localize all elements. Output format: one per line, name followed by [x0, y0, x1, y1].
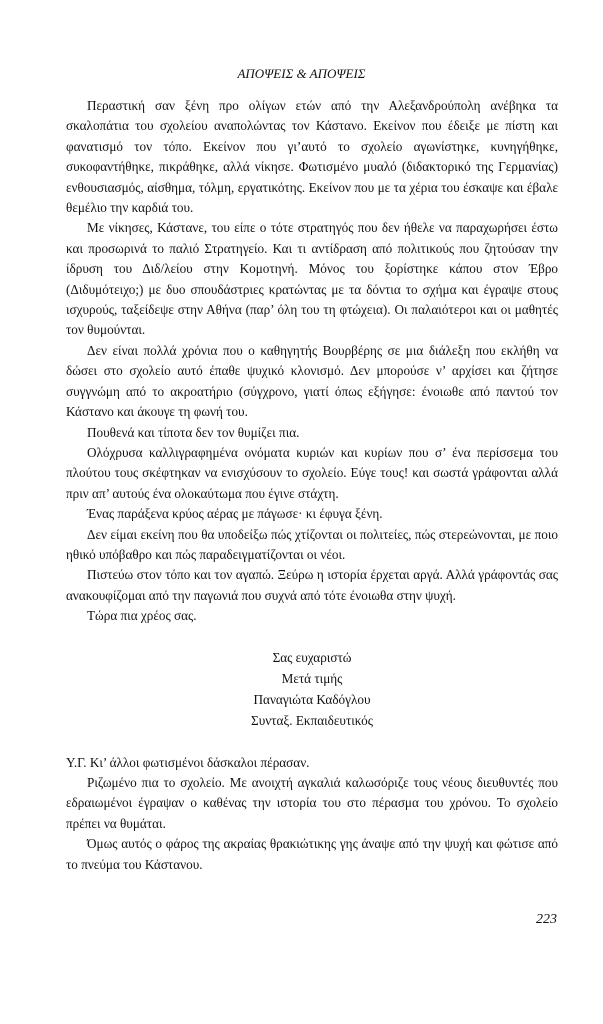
page-number: 223 [536, 912, 557, 927]
paragraph: Τώρα πια χρέος σας. [87, 608, 197, 624]
paragraph: Πουθενά και τίποτα δεν τον θυμίζει πια. [87, 424, 300, 440]
paragraph: Δεν είμαι εκείνη που θα υποδείξω πώς χτίζονται οι πολιτείες, πώς στερεώνονται, με ποιο ηθικό υπόβαθρο και πώς παραδειγματίζονται οι νέοι. [66, 526, 558, 562]
closing-regards: Μετά τιμής [281, 670, 343, 686]
running-header: ΑΠΟΨΕΙΣ & ΑΠΟΨΕΙΣ [237, 66, 366, 81]
letter-body [66, 96, 558, 875]
paragraph: Δεν είναι πολλά χρόνια που ο καθηγητής Βουρβέρης σε μια διάλεξη που εκλήθη να δώσει στο σχολείο αυτό έπαθε ψυχικό κλονισμό. Δεν μπορούσε ν’ αρχίσει και ζήτησε συγγνώμη από το ακροατήριο (σύγχρονο, γιατί όπως εξήγησε: ένοιωθε από παντού τον Κάστανο και άκουγε τη φωνή του. [66, 342, 558, 420]
postscript-paragraph: Ριζωμένο πια το σχολείο. Με ανοιχτή αγκαλιά καλωσόριζε τους νέους διευθυντές που εδραιωμένοι έγραψαν ο καθένας την ιστορία του στο πέρασμα του χρόνου. Το σχολείο πρέπει να θυμάται. [66, 774, 558, 831]
paragraph: Πιστεύω στον τόπο και τον αγαπώ. Ξεύρω η ιστορία έρχεται αργά. Αλλά γράφοντάς σας ανακουφίζομαι από την παγωνιά που συχνά από τότε ένοιωθα στην ψυχή. [66, 567, 558, 603]
closing-thanks: Σας ευχαριστώ [272, 649, 352, 665]
postscript-paragraph: Όμως αυτός ο φάρος της ακραίας θρακιώτικης γης άναψε από την ψυχή και φώτισε από το πνεύμα του Κάστανου. [66, 836, 558, 872]
paragraph: Ένας παράξενα κρύος αέρας με πάγωσε· κι έφυγα ξένη. [87, 506, 383, 522]
author-name: Παναγιώτα Καδόγλου [253, 691, 371, 707]
author-title: Συνταξ. Εκπαιδευτικός [251, 712, 373, 728]
paragraph: Περαστική σαν ξένη προ ολίγων ετών από την Αλεξανδρούπολη ανέβηκα τα σκαλοπάτια του σχολείου αναπολώντας τον Κάστανο. Εκείνον που έδειξε με πίστη και φανατισμό τον τόπο. Εκείνον που γι’αυτό το σχολείο αγωνίστηκε, κυνηγήθηκε, συκοφαντήθηκε, πικράθηκε, αλλά νίκησε. Φωτισμένο μυαλό (διδακτορικό της Γερμανίας) ενθουσιασμός, αίσθημα, τόλμη, εργατικότης. Εκείνον που με τα χέρια του έσκαψε και έβαλε θεμέλιο την καρδιά του. [66, 98, 558, 216]
postscript-line: Υ.Γ. Κι’ άλλοι φωτισμένοι δάσκαλοι πέρασαν. [66, 754, 310, 770]
paragraph: Ολόχρυσα καλλιγραφημένα ονόματα κυριών και κυρίων που σ’ ένα περίσσεμα του πλούτου τους σκέφτηκαν να ενισχύσουν το σχολείο. Εύγε τους! και σωστά γράφονται αλλά πριν απ’ αυτούς ένα ολοκαύτωμα που έγινε στάχτη. [66, 444, 558, 501]
signature-block [66, 647, 558, 731]
paragraph: Με νίκησες, Κάστανε, του είπε ο τότε στρατηγός που δεν ήθελε να παραχωρήσει έστω και προσωρινά το παλιό Στρατηγείο. Και τι αντίδραση από πολιτικούς που ζητούσαν την ίδρυση του Διδ/λείου στην Κομοτηνή. Μόνος του ξορίστηκε κάπου στον Έβρο (Διδυμότειχο;) με δυο σπουδάστριες κρατώντας με τα δόντια το σχήμα και έγραψε στους ισχυρούς, ταξείδεψε στην Αθήνα (παρ’ όλη του τη φτώχεια). Οι παλαιότεροι και οι μαθητές τον θυμούνται. [66, 220, 558, 338]
